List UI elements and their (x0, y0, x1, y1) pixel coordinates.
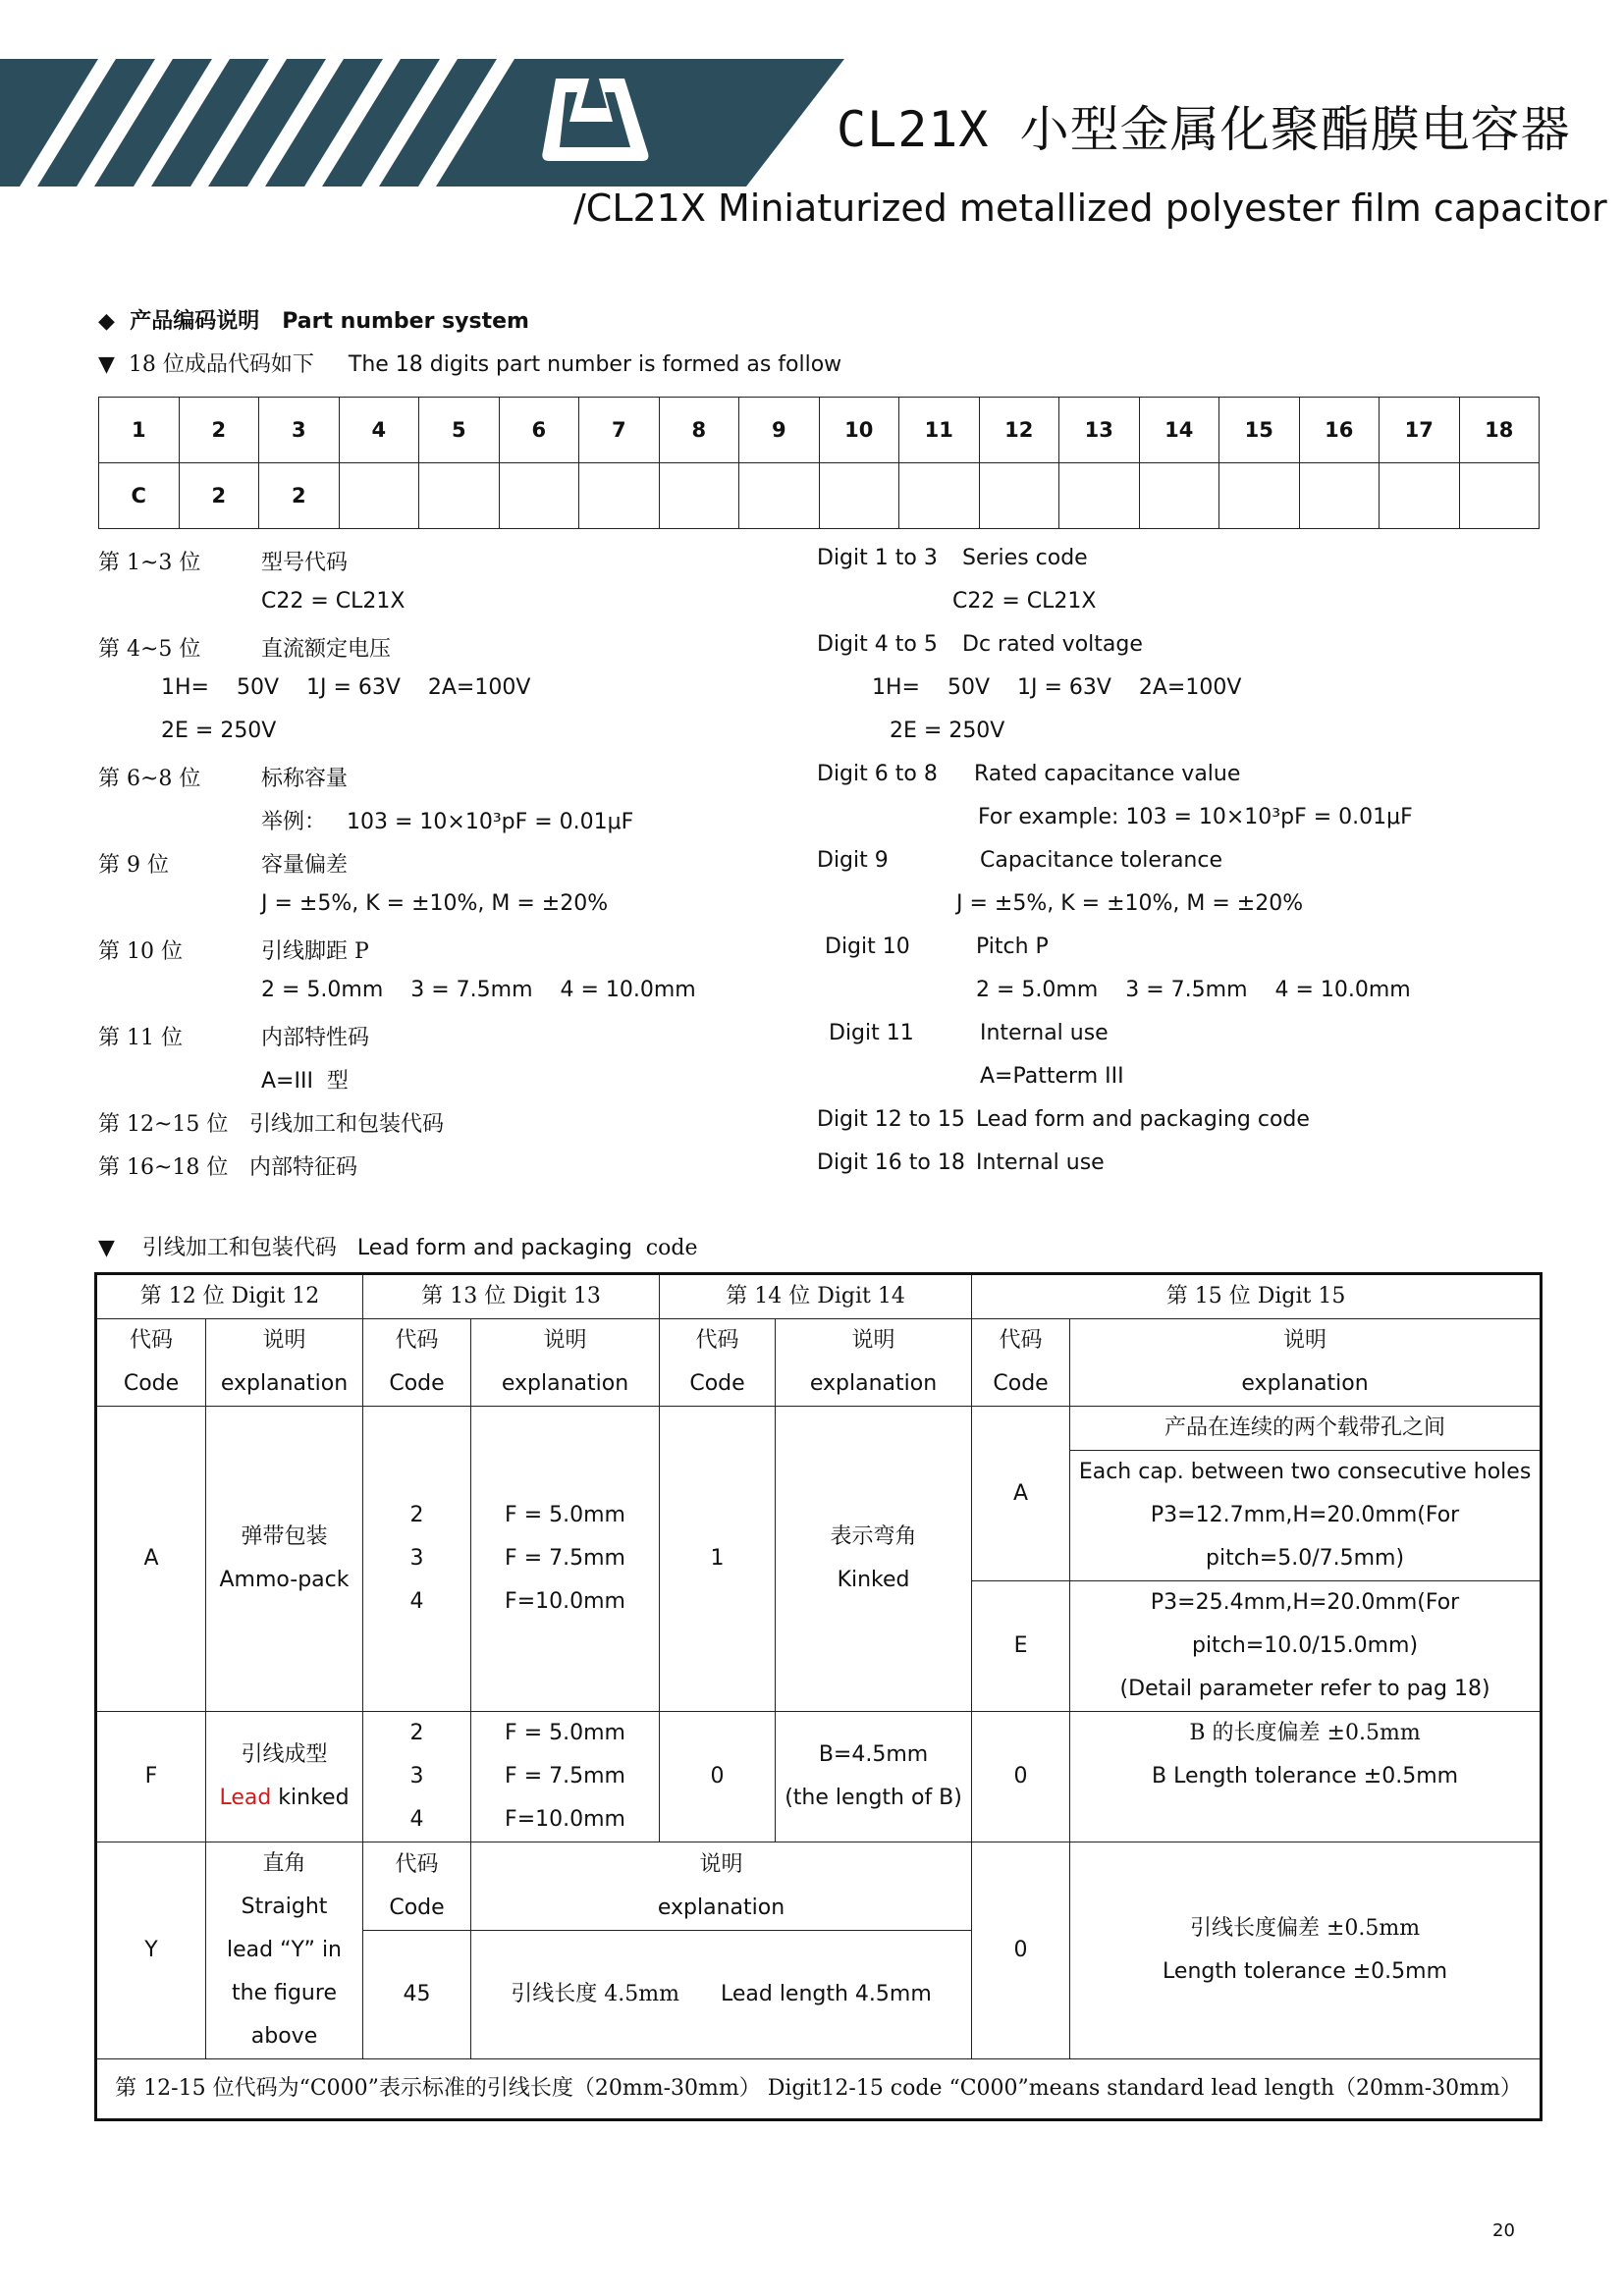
digit-value-cell (739, 463, 820, 529)
digit-4-5-value-en: 1H= 50V 1J = 63V 2A=100V (872, 675, 1242, 700)
digit-position-cell: 8 (659, 398, 739, 463)
digit-9-value-cn: J = ±5%, K = ±10%, M = ±20% (261, 891, 609, 916)
digit-12-15-label-cn: 第 12~15 位 (98, 1112, 229, 1137)
digit-11-value-en: A=Patterm III (980, 1064, 1124, 1089)
header-digit-12: 第 12 位 Digit 12 (96, 1274, 363, 1319)
table-row-straight-y (96, 1842, 1542, 1931)
subheader-explanation: 说明 explanation (776, 1319, 972, 1407)
digit15-e-desc: P3=25.4mm,H=20.0mm(For pitch=10.0/15.0mm) (Detail parameter refer to pag 18) (1070, 1581, 1542, 1712)
digit-10-label-en: Digit 10 (825, 934, 910, 959)
digit-10-desc-cn: 引线脚距 P (261, 939, 369, 964)
digit-10-label-cn: 第 10 位 (98, 939, 183, 964)
lead-form-packaging-table (94, 1272, 1543, 2121)
digit-9-desc-cn: 容量偏差 (261, 853, 349, 878)
digit-position-cell: 16 (1299, 398, 1380, 463)
sub-explanation-header: 说明 explanation (471, 1842, 972, 1931)
b-tolerance-desc: B 的长度偏差 ±0.5mm B Length tolerance ±0.5mm (1070, 1712, 1542, 1842)
digit-1-3-desc-cn: 型号代码 (261, 551, 349, 575)
section-18-digits-heading: ▼ 18 位成品代码如下 The 18 digits part number is formed as follow (98, 352, 842, 377)
digit-12-15-desc-en: Lead form and packaging code (976, 1107, 1310, 1132)
digit-position-cell: 17 (1380, 398, 1460, 463)
digit-position-cell: 7 (579, 398, 660, 463)
digit-1-3-value-cn: C22 = CL21X (261, 589, 406, 614)
digit-value-cell (339, 463, 419, 529)
digit-6-8-label-cn: 第 6~8 位 (98, 767, 201, 791)
header-banner (0, 59, 844, 187)
standard-lead-length-note: 第 12-15 位代码为“C000”表示标准的引线长度（20mm-30mm） Digit12-15 code “C000”means standard lead length（20mm-30mm） (96, 2059, 1542, 2120)
digit-position-cell: 13 (1059, 398, 1140, 463)
digit-6-8-desc-en: Rated capacitance value (974, 762, 1241, 786)
digit-value-cell (819, 463, 899, 529)
table-footer-row (96, 2059, 1542, 2120)
digit-position-cell: 6 (499, 398, 579, 463)
subheader-code: 代码 Code (660, 1319, 776, 1407)
digit15-code-0: 0 (972, 1712, 1070, 1842)
subheader-explanation: 说明 explanation (1070, 1319, 1542, 1407)
digit-value-cell (979, 463, 1059, 529)
digit-position-cell: 1 (99, 398, 180, 463)
subheader-code: 代码 Code (96, 1319, 206, 1407)
digit15-code-a: A (972, 1407, 1070, 1581)
digit-16-18-desc-cn: 内部特征码 (249, 1155, 358, 1180)
table-row-ammo-a (96, 1407, 1542, 1581)
digit-position-cell: 15 (1219, 398, 1300, 463)
digit-9-desc-en: Capacitance tolerance (980, 848, 1223, 873)
digit-position-cell: 3 (259, 398, 340, 463)
section-part-number-heading: ◆ 产品编码说明 Part number system (98, 309, 529, 334)
digit-value-cell: C (99, 463, 180, 529)
digit-value-cell (419, 463, 500, 529)
digit-position-cell: 12 (979, 398, 1059, 463)
lead-kinked-desc: 引线成型 Lead kinked (206, 1712, 363, 1842)
table-subheader-row (96, 1319, 1542, 1407)
digit-11-label-cn: 第 11 位 (98, 1026, 183, 1050)
code-y: Y (96, 1842, 206, 2059)
pitch-values: F = 5.0mm F = 7.5mm F=10.0mm (471, 1712, 660, 1842)
digits-value-row (99, 463, 1540, 529)
digit-16-18-label-cn: 第 16~18 位 (98, 1155, 229, 1180)
kinked-code: 1 (660, 1407, 776, 1712)
length-tolerance-desc: 引线长度偏差 ±0.5mm Length tolerance ±0.5mm (1070, 1842, 1542, 2059)
digit-4-5-desc-cn: 直流额定电压 (261, 637, 392, 662)
lead-length-desc: 引线长度 4.5mm Lead length 4.5mm (471, 1931, 972, 2059)
company-logo-icon (530, 75, 652, 171)
digit-9-label-cn: 第 9 位 (98, 853, 169, 878)
digit-4-5-desc-en: Dc rated voltage (962, 632, 1143, 657)
digit-1-3-label-en: Digit 1 to 3 (817, 546, 938, 570)
digit-16-18-desc-en: Internal use (976, 1150, 1105, 1175)
digit-12-15-desc-cn: 引线加工和包装代码 (249, 1112, 445, 1137)
digit-11-value-cn: A=III 型 (261, 1069, 349, 1094)
ammo-pack-desc: 弹带包装 Ammo-pack (206, 1407, 363, 1712)
code-a: A (96, 1407, 206, 1712)
down-triangle-icon: ▼ (98, 352, 115, 377)
table-header-row (96, 1274, 1542, 1319)
digit-11-desc-en: Internal use (980, 1021, 1109, 1045)
digit-position-cell: 14 (1139, 398, 1219, 463)
digit-value-cell (1299, 463, 1380, 529)
digit-value-cell (659, 463, 739, 529)
digits-position-row (99, 398, 1540, 463)
digit-position-cell: 2 (179, 398, 259, 463)
digit-6-8-desc-cn: 标称容量 (261, 767, 349, 791)
section-lead-form-heading: ▼ 引线加工和包装代码 Lead form and packaging code (98, 1236, 698, 1260)
subheader-code: 代码 Code (972, 1319, 1070, 1407)
table-row-lead-kinked-f (96, 1712, 1542, 1842)
page-title-cn: CL21X 小型金属化聚酯膜电容器 (837, 101, 1571, 158)
digit-6-8-value-cn: 举例： 103 = 10×10³pF = 0.01μF (261, 810, 634, 834)
digit-11-desc-cn: 内部特性码 (261, 1026, 370, 1050)
digit-value-cell: 2 (179, 463, 259, 529)
digits-table (98, 397, 1540, 529)
digit-1-3-desc-en: Series code (962, 546, 1088, 570)
digit-value-cell (899, 463, 980, 529)
digit-16-18-label-en: Digit 16 to 18 (817, 1150, 965, 1175)
page-title-en: /CL21X Miniaturized metallized polyester film capacitor (573, 187, 1607, 230)
digit-value-cell (499, 463, 579, 529)
digit-9-value-en: J = ±5%, K = ±10%, M = ±20% (956, 891, 1304, 916)
digit-position-cell: 5 (419, 398, 500, 463)
header-digit-13: 第 13 位 Digit 13 (363, 1274, 660, 1319)
digit-1-3-value-en: C22 = CL21X (952, 589, 1097, 614)
digit-value-cell (1059, 463, 1140, 529)
digit-6-8-value-en: For example: 103 = 10×10³pF = 0.01μF (978, 805, 1413, 829)
digit-value-cell (1459, 463, 1540, 529)
subheader-code: 代码 Code (363, 1319, 471, 1407)
digit15-code-e: E (972, 1581, 1070, 1712)
pitch-codes: 2 3 4 (363, 1407, 471, 1712)
digit-value-cell (579, 463, 660, 529)
header-digit-14: 第 14 位 Digit 14 (660, 1274, 972, 1319)
down-triangle-icon: ▼ (98, 1236, 115, 1260)
b-length-code: 0 (660, 1712, 776, 1842)
digit-value-cell (1139, 463, 1219, 529)
digit-11-label-en: Digit 11 (829, 1021, 914, 1045)
digit-10-value-en: 2 = 5.0mm 3 = 7.5mm 4 = 10.0mm (976, 978, 1411, 1002)
digit-6-8-label-en: Digit 6 to 8 (817, 762, 938, 786)
b-length-desc: B=4.5mm (the length of B) (776, 1712, 972, 1842)
digit-value-cell (1219, 463, 1300, 529)
digit-4-5-label-cn: 第 4~5 位 (98, 637, 201, 662)
digit15-code-0: 0 (972, 1842, 1070, 2059)
kinked-desc: 表示弯角 Kinked (776, 1407, 972, 1712)
digit-position-cell: 4 (339, 398, 419, 463)
digit-12-15-label-en: Digit 12 to 15 (817, 1107, 965, 1132)
digit-position-cell: 10 (819, 398, 899, 463)
straight-lead-desc: 直角 Straight lead “Y” in the figure above (206, 1842, 363, 2059)
sub-code-header: 代码 Code (363, 1842, 471, 1931)
digit-value-cell (1380, 463, 1460, 529)
pitch-codes: 2 3 4 (363, 1712, 471, 1842)
digit-4-5-label-en: Digit 4 to 5 (817, 632, 938, 657)
digit15-a-desc: 产品在连续的两个载带孔之间 Each cap. between two consecutive holes P3=12.7mm,H=20.0mm(For pitch=5.0/7.5mm) (1070, 1407, 1542, 1581)
digit-position-cell: 11 (899, 398, 980, 463)
digit-10-desc-en: Pitch P (976, 934, 1049, 959)
sub-code-45: 45 (363, 1931, 471, 2059)
digit-position-cell: 9 (739, 398, 820, 463)
digit-value-cell: 2 (259, 463, 340, 529)
digit-4-5-value-cn: 1H= 50V 1J = 63V 2A=100V (161, 675, 531, 700)
digit-10-value-cn: 2 = 5.0mm 3 = 7.5mm 4 = 10.0mm (261, 978, 696, 1002)
digit-9-label-en: Digit 9 (817, 848, 889, 873)
subheader-explanation: 说明 explanation (471, 1319, 660, 1407)
subheader-explanation: 说明 explanation (206, 1319, 363, 1407)
header-digit-15: 第 15 位 Digit 15 (972, 1274, 1542, 1319)
pitch-values: F = 5.0mm F = 7.5mm F=10.0mm (471, 1407, 660, 1712)
digit-4-5-value2-en: 2E = 250V (890, 719, 1005, 743)
digit-1-3-label-cn: 第 1~3 位 (98, 551, 201, 575)
page-number: 20 (1492, 2220, 1515, 2241)
diamond-bullet-icon: ◆ (98, 309, 115, 334)
digit-4-5-value2-cn: 2E = 250V (161, 719, 277, 743)
digit-position-cell: 18 (1459, 398, 1540, 463)
code-f: F (96, 1712, 206, 1842)
